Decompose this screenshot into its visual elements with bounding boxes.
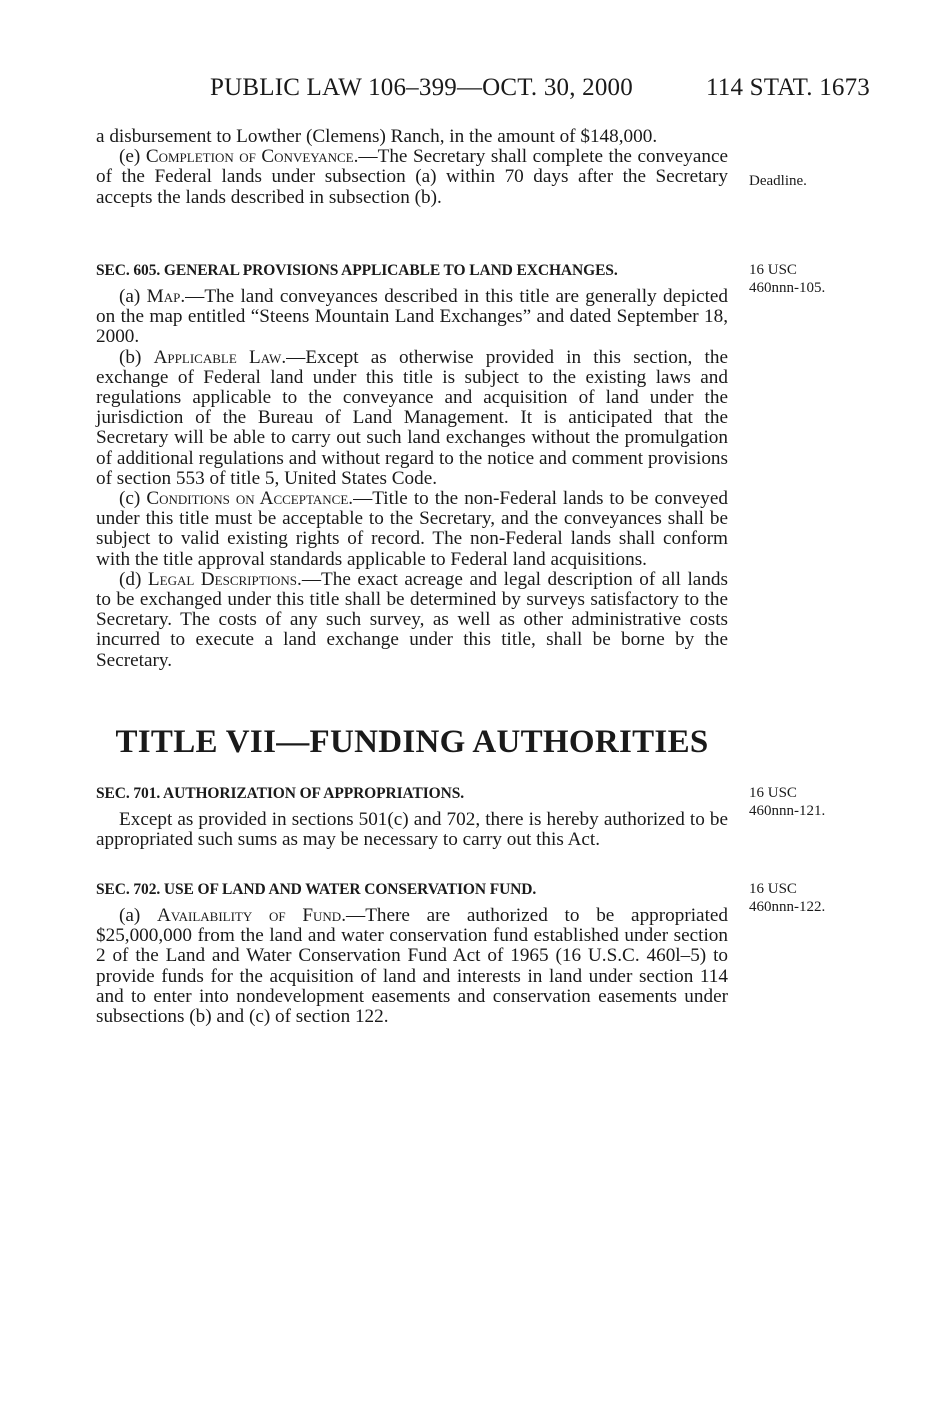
subsection-702-a-text: —There are authorized to be appropriated $25,000,000 from the land and water conservation fund established under section 2 of the Land and Water Conservation Fund Act of 1965 (16 U.S.C. 460l–5) to provide funds for the acquisition of land and interests in land under section 114 and to enter into nondevelopment easements and conservation easements under subsections (b) and (c) of section 122. (96, 905, 729, 1028)
subsection-605-c-text: —Title to the non-Federal lands to be conveyed under this title must be acceptable to the Secretary, and the conveyances shall be subject to valid existing rights of record. The non-Federal lands shall conform with the title approval standards applicable to Federal land acquisitions. (96, 488, 728, 570)
section-605-heading: SEC. 605. GENERAL PROVISIONS APPLICABLE TO LAND EXCHANGES. (96, 262, 618, 279)
running-header-stat-page: 114 STAT. 1673 (706, 74, 870, 101)
subsection-605-d-heading: Legal Descriptions. (147, 568, 302, 590)
subsection-605-d-prefix: (d) (119, 568, 148, 590)
subsection-e-paragraph (96, 147, 728, 208)
margin-note-701-line2: 460nnn-121. (749, 802, 826, 819)
subsection-605-c (96, 489, 728, 570)
subsection-605-d (96, 570, 728, 671)
section-604-continuation (96, 127, 728, 208)
margin-note-deadline: Deadline. (749, 173, 807, 189)
section-702-heading: SEC. 702. USE OF LAND AND WATER CONSERVATION FUND. (96, 881, 537, 898)
subsection-605-a (96, 287, 728, 348)
margin-note-701-line1: 16 USC (749, 785, 797, 801)
margin-note-702 (749, 881, 825, 916)
subsection-605-b (96, 348, 728, 489)
margin-note-605-line1: 16 USC (749, 262, 797, 278)
section-702-body (96, 906, 728, 1027)
subsection-605-d-text: —The exact acreage and legal description of all lands to be exchanged under this title shall be determined by surveys satisfactory to the Secretary. The costs of any such survey, as well as other administrative costs incurred to execute a land exchange under this title, shall be borne by the Secretary. (96, 568, 728, 671)
running-header-law: PUBLIC LAW 106–399—OCT. 30, 2000 (210, 74, 633, 101)
margin-note-605-line2: 460nnn-105. (749, 279, 826, 296)
subsection-e-prefix: (e) (119, 146, 146, 168)
subsection-605-a-prefix: (a) (119, 286, 147, 307)
subsection-605-a-text: —The land conveyances described in this title are generally depicted on the map entitled “Steens Mountain Land Exchanges” and dated September 18, 2000. (96, 286, 729, 348)
subsection-605-c-heading: Conditions on Acceptance. (146, 488, 354, 510)
section-701-heading: SEC. 701. AUTHORIZATION OF APPROPRIATIONS. (96, 785, 464, 802)
margin-note-701 (749, 785, 825, 820)
section-605-body (96, 287, 728, 671)
subsection-605-b-heading: Applicable Law. (153, 346, 287, 368)
subsection-605-b-text: —Except as otherwise provided in this section, the exchange of Federal land under this title is subject to the existing laws and regulations applicable to the conveyance and acquisition of land under the jurisdiction of the Bureau of Land Management. It is anticipated that the Secretary will be able to carry out such land exchanges without the promulgation of additional regulations and without regard to the notice and comment provisions of section 553 of title 5, United States Code. (96, 346, 728, 489)
subsection-702-a (96, 906, 728, 1027)
continuation-paragraph: a disbursement to Lowther (Clemens) Ranch, in the amount of $148,000. (96, 126, 658, 147)
margin-note-702-line1: 16 USC (749, 881, 797, 897)
subsection-605-a-heading: Map. (146, 286, 186, 307)
subsection-605-c-prefix: (c) (119, 488, 147, 510)
title-vii-heading: TITLE VII—FUNDING AUTHORITIES (115, 724, 709, 760)
section-701-paragraph: Except as provided in sections 501(c) and 702, there is hereby authorized to be appropriated such sums as may be necessary to carry out this Act. (96, 809, 728, 851)
margin-note-605 (749, 262, 825, 297)
subsection-605-b-prefix: (b) (119, 346, 154, 368)
subsection-702-a-heading: Availability of Fund. (157, 905, 346, 926)
margin-note-702-line2: 460nnn-122. (749, 898, 826, 915)
subsection-702-a-prefix: (a) (119, 905, 158, 926)
section-701-body (96, 810, 728, 850)
subsection-e-text: —The Secretary shall complete the conveyance of the Federal lands under subsection (a) within 70 days after the Secretary accepts the lands described in subsection (b). (96, 146, 728, 208)
subsection-e-heading: Completion of Conveyance. (145, 146, 359, 168)
